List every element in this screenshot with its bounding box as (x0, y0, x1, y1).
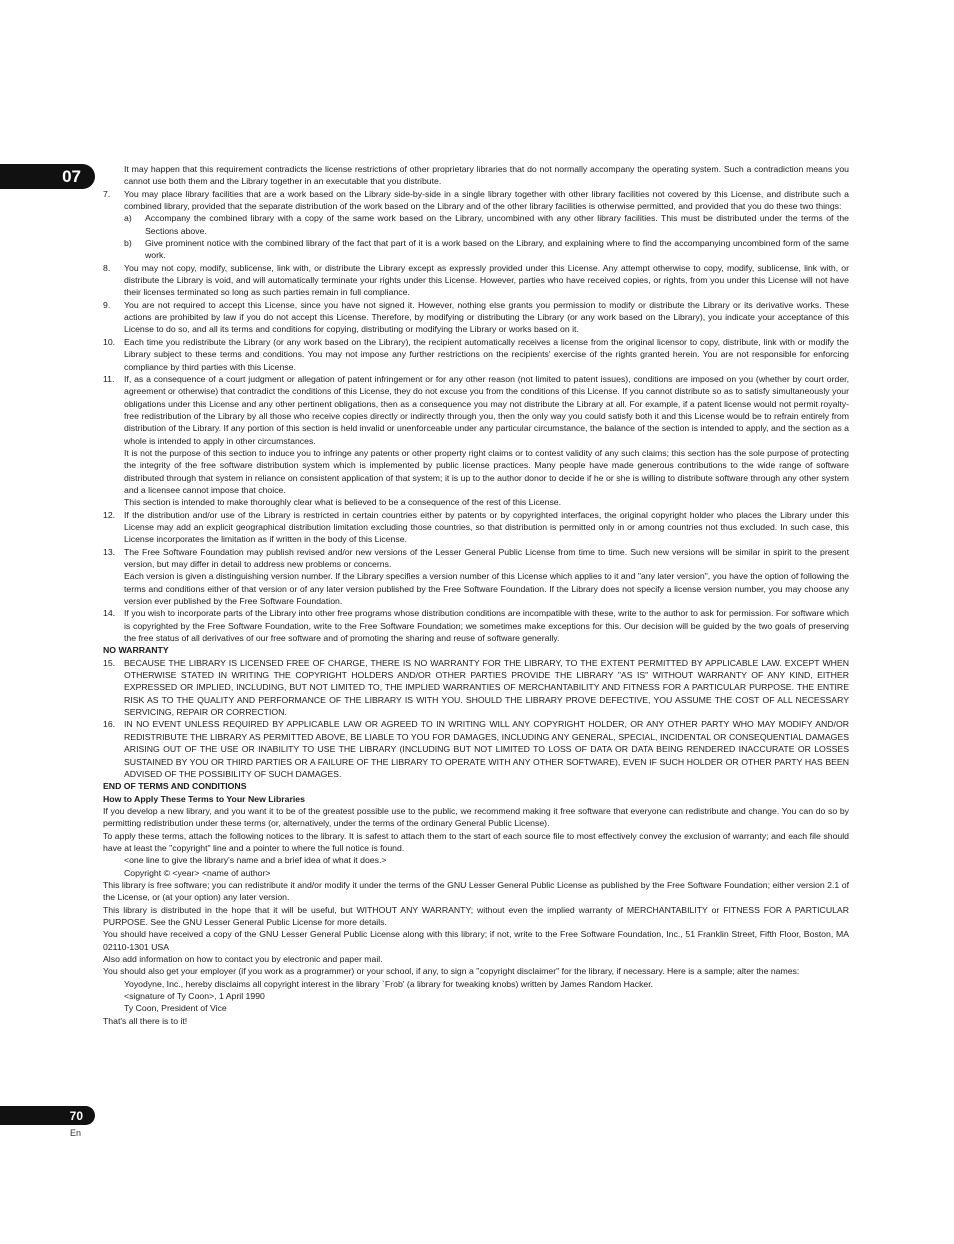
clause-number: 14. (103, 608, 116, 619)
page-number: 70 (0, 1106, 95, 1125)
numbered-clause (103, 188, 849, 213)
sub-clause (103, 237, 849, 262)
numbered-clause (103, 336, 849, 373)
paragraph: You should have received a copy of the GNU Lesser General Public License along with this library; if not, write to the Free Software Foundation, Inc., 51 Franklin Street, Fifth Floor, Boston, MA 02110-1301 USA (103, 929, 849, 952)
clause-text: Accompany the combined library with a copy of the same work based on the Library, uncombined with any other library facilities. This must be distributed under the terms of the Sections above. (145, 213, 849, 236)
section-heading: NO WARRANTY (103, 645, 169, 656)
clause-text: Each time you redistribute the Library (or any work based on the Library), the recipient automatically receives a license from the original licensor to copy, distribute, link with or modify the Library subject to these terms and conditions. You may not impose any further restrictions on the recipients' exercise of the rights granted herein. You are not responsible for enforcing compliance by third parties with this License. (124, 336, 849, 372)
clause-number: b) (124, 238, 132, 249)
language-label: En (70, 1128, 82, 1138)
indented-line: Ty Coon, President of Vice (124, 1003, 227, 1014)
indented-line: Yoyodyne, Inc., hereby disclaims all copyright interest in the library `Frob' (a library for tweaking knobs) written by James Random Hacker. (124, 978, 654, 989)
clause-number: a) (124, 213, 132, 224)
paragraph: That's all there is to it! (103, 1015, 188, 1026)
clause-number: 12. (103, 509, 116, 520)
clause-text: The Free Software Foundation may publish revised and/or new versions of the Lesser General Public License from time to time. Such new versions will be similar in spirit to the present version, but may differ in detail to address new problems or concerns. (124, 546, 849, 569)
continuation-paragraph: This section is intended to make thoroughly clear what is believed to be a consequence of the rest of this License. (124, 497, 562, 508)
clause-text: If you wish to incorporate parts of the Library into other free programs whose distribution conditions are incompatible with these, write to the author to ask for permission. For software which is copyrighted by the Free Software Foundation, write to the Free Software Foundation; we sometimes make exceptions for this. Our decision will be guided by the two goals of preserving the free status of all derivatives of our free software and of promoting the sharing and reuse of software generally. (124, 608, 849, 644)
clause-number: 7. (103, 188, 111, 199)
numbered-clause (103, 262, 849, 299)
clause-number: 16. (103, 719, 116, 730)
clause-text: You may place library facilities that are a work based on the Library side-by-side in a single library together with other library facilities not covered by this License, and distribute such a combined library, provided that the separate distribution of the work based on the Library and of the other library facilities is otherwise permitted, and provided that you do these two things: (124, 188, 849, 212)
paragraph: You should also get your employer (if you work as a programmer) or your school, if any, to sign a "copyright disclaimer" for the library, if necessary. Here is a sample; alter the names: (103, 966, 800, 977)
clause-number: 9. (103, 299, 111, 310)
clause-text: If, as a consequence of a court judgment or allegation of patent infringement or for any other reason (not limited to patent issues), conditions are imposed on you (whether by court order, agreement or otherwise) that contradict the conditions of this License, they do not excuse you from the conditions of this License. If you cannot distribute so as to satisfy simultaneously your obligations under this License and any other pertinent obligations, then as a consequence you may not distribute the Library at all. For example, if a patent license would not permit royalty-free redistribution of the Library by all those who receive copies directly or indirectly through you, then the only way you could satisfy both it and this License would be to refrain entirely from distribution of the Library. If any portion of this section is held invalid or unenforceable under any particular circumstance, the balance of the section is intended to apply, and the section as a whole is intended to apply in other circumstances. (124, 373, 849, 446)
indented-line: <signature of Ty Coon>, 1 April 1990 (124, 991, 265, 1002)
section-heading: How to Apply These Terms to Your New Libraries (103, 793, 305, 804)
document-body (103, 163, 849, 1027)
numbered-clause (103, 509, 849, 546)
clause-number: 13. (103, 546, 116, 557)
clause-text: IN NO EVENT UNLESS REQUIRED BY APPLICABLE LAW OR AGREED TO IN WRITING WILL ANY COPYRIGHT HOLDER, OR ANY OTHER PARTY WHO MAY MODIFY AND/OR REDISTRIBUTE THE LIBRARY AS PERMITTED ABOVE, BE LIABLE TO YOU FOR DAMAGES, INCLUDING ANY GENERAL, SPECIAL, INCIDENTAL OR CONSEQUENTIAL DAMAGES ARISING OUT OF THE USE OR INABILITY TO USE THE LIBRARY (INCLUDING BUT NOT LIMITED TO LOSS OF DATA OR DATA BEING RENDERED INACCURATE OR LOSSES SUSTAINED BY YOU OR THIRD PARTIES OR A FAILURE OF THE LIBRARY TO OPERATE WITH ANY OTHER SOFTWARE), EVEN IF SUCH HOLDER OR OTHER PARTY HAS BEEN ADVISED OF THE POSSIBILITY OF SUCH DAMAGES. (124, 719, 849, 779)
clause-number: 11. (103, 373, 115, 384)
numbered-clause (103, 657, 849, 719)
clause-text: If the distribution and/or use of the Library is restricted in certain countries either by patents or by copyrighted interfaces, the original copyright holder who places the Library under this License may add an explicit geographical distribution limitation excluding those countries, so that distribution is permitted only in or among countries not thus excluded. In such case, this License incorporates the limitation as if written in the body of this License. (124, 509, 849, 545)
clause-text: BECAUSE THE LIBRARY IS LICENSED FREE OF CHARGE, THERE IS NO WARRANTY FOR THE LIBRARY, TO THE EXTENT PERMITTED BY APPLICABLE LAW. EXCEPT WHEN OTHERWISE STATED IN WRITING THE COPYRIGHT HOLDERS AND/OR OTHER PARTIES PROVIDE THE LIBRARY "AS IS" WITHOUT WARRANTY OF ANY KIND, EITHER EXPRESSED OR IMPLIED, INCLUDING, BUT NOT LIMITED TO, THE IMPLIED WARRANTIES OF MERCHANTABILITY AND FITNESS FOR A PARTICULAR PURPOSE. THE ENTIRE RISK AS TO THE QUALITY AND PERFORMANCE OF THE LIBRARY IS WITH YOU. SHOULD THE LIBRARY PROVE DEFECTIVE, YOU ASSUME THE COST OF ALL NECESSARY SERVICING, REPAIR OR CORRECTION. (124, 657, 849, 718)
clause-text: You may not copy, modify, sublicense, link with, or distribute the Library except as expressly provided under this License. Any attempt otherwise to copy, modify, sublicense, link with, or distribute the Library is void, and will automatically terminate your rights under this License. However, parties who have received copies, or rights, from you under this License will not have their licenses terminated so long as such parties remain in full compliance. (124, 262, 849, 298)
clause-text: You are not required to accept this License, since you have not signed it. However, nothing else grants you permission to modify or distribute the Library or its derivative works. These actions are prohibited by law if you do not accept this License. Therefore, by modifying or distributing the Library (or any work based on the Library), you indicate your acceptance of this License to do so, and all its terms and conditions for copying, distributing or modifying the Library or works based on it. (124, 299, 849, 335)
chapter-tab: 07 (0, 164, 95, 189)
paragraph: If you develop a new library, and you want it to be of the greatest possible use to the public, we recommend making it free software that everyone can redistribute and change. You can do so by permitting redistribution under these terms (or, alternatively, under the terms of the ordinary General Public License). (103, 805, 849, 829)
section-heading: END OF TERMS AND CONDITIONS (103, 781, 247, 792)
paragraph: This library is distributed in the hope that it will be useful, but WITHOUT ANY WARRANTY; without even the implied warranty of MERCHANTABILITY or FITNESS FOR A PARTICULAR PURPOSE. See the GNU Lesser General Public License for more details. (103, 904, 849, 927)
paragraph: Also add information on how to contact you by electronic and paper mail. (103, 954, 383, 964)
continuation-paragraph: It is not the purpose of this section to induce you to infringe any patents or other property right claims or to contest validity of any such claims; this section has the sole purpose of protecting the integrity of the free software distribution system which is implemented by public license practices. Many people have made generous contributions to the wide range of software distributed through that system in reliance on consistent application of that system; it is up to the author donor to decide if he or she is willing to distribute software through any other system and a licensee cannot impose that choice. (124, 447, 849, 495)
paragraph: This library is free software; you can redistribute it and/or modify it under the terms of the GNU Lesser General Public License as published by the Free Software Foundation; either version 2.1 of the License, or (at your option) any later version. (103, 879, 849, 903)
numbered-clause (103, 373, 849, 447)
continuation-paragraph: It may happen that this requirement contradicts the license restrictions of other proprietary libraries that do not normally accompany the operating system. Such a contradiction means you cannot use both them and the Library together in an executable that you distribute. (124, 164, 849, 187)
clause-number: 15. (103, 657, 116, 668)
numbered-clause (103, 718, 849, 780)
sub-clause (103, 212, 849, 237)
numbered-clause (103, 546, 849, 571)
numbered-clause (103, 607, 849, 644)
clause-text: Give prominent notice with the combined library of the fact that part of it is a work based on the Library, and explaining where to find the accompanying uncombined form of the same work. (145, 238, 849, 261)
indented-line: <one line to give the library's name and a brief idea of what it does.> (124, 855, 387, 866)
clause-number: 8. (103, 262, 111, 273)
continuation-paragraph: Each version is given a distinguishing version number. If the Library specifies a version number of this License which applies to it and "any later version", you have the option of following the terms and conditions either of that version or of any later version published by the Free Software Foundation. If the Library does not specify a license version number, you may choose any version ever published by the Free Software Foundation. (124, 571, 849, 607)
indented-line: Copyright © <year> <name of author> (124, 867, 271, 878)
numbered-clause (103, 299, 849, 336)
clause-number: 10. (103, 336, 116, 347)
paragraph: To apply these terms, attach the following notices to the library. It is safest to attach them to the start of each source file to most effectively convey the exclusion of warranty; and each file should have at least the "copyright" line and a pointer to where the full notice is found. (103, 830, 849, 853)
